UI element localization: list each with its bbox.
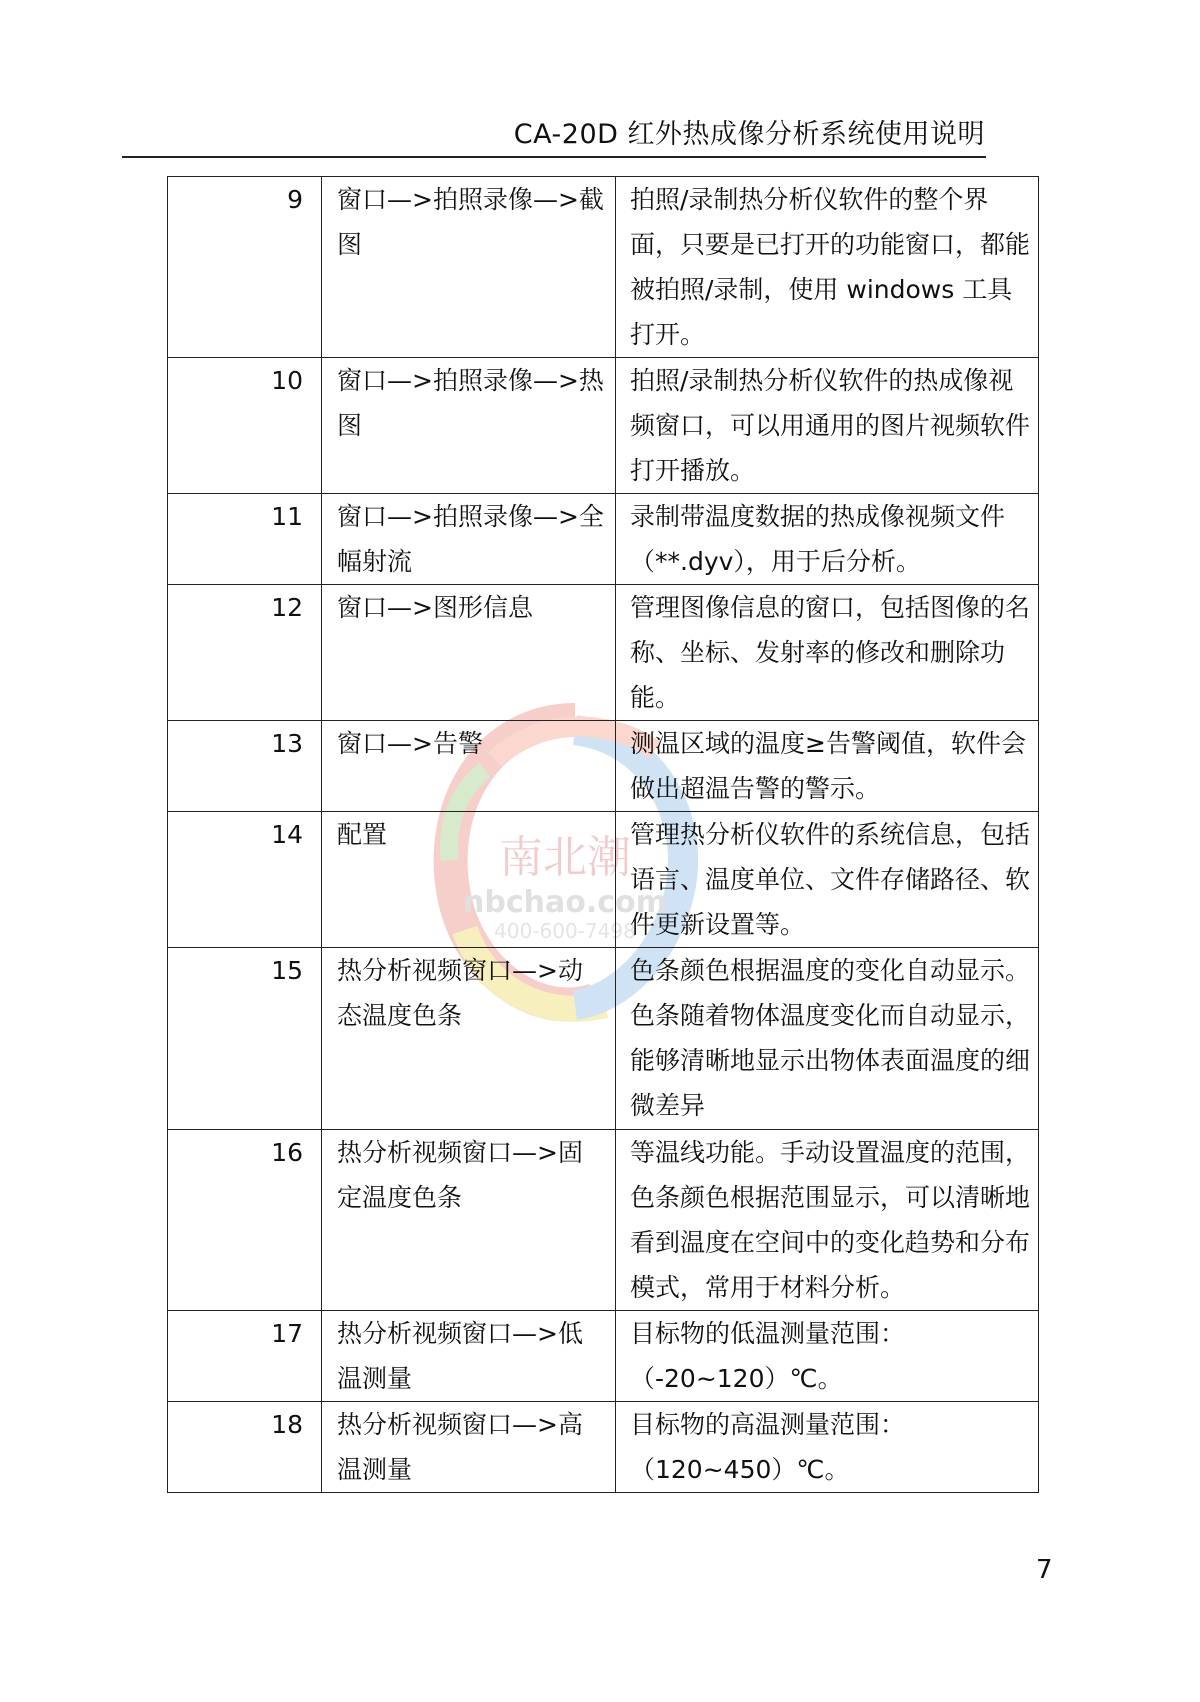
svg-text:400-600-7498: 400-600-7498 [494, 919, 636, 943]
table-row [168, 812, 1039, 948]
menu-path: 窗口—>拍照录像—>热图 [322, 358, 616, 494]
menu-path: 热分析视频窗口—>动态温度色条 [322, 948, 616, 1130]
row-description: 录制带温度数据的热成像视频文件（**.dyv），用于后分析。 [616, 494, 1039, 585]
menu-path: 窗口—>拍照录像—>截图 [322, 177, 616, 358]
row-number: 17 [168, 1311, 322, 1402]
row-number: 11 [168, 494, 322, 585]
menu-path: 窗口—>拍照录像—>全幅射流 [322, 494, 616, 585]
table-row [168, 177, 1039, 358]
row-description: 测温区域的温度≥告警阈值，软件会做出超温告警的警示。 [616, 721, 1039, 812]
table-row [168, 1130, 1039, 1311]
row-number: 15 [168, 948, 322, 1130]
row-description: 管理图像信息的窗口，包括图像的名称、坐标、发射率的修改和删除功能。 [616, 585, 1039, 721]
svg-text:南北潮: 南北潮 [499, 832, 631, 883]
menu-path: 窗口—>图形信息 [322, 585, 616, 721]
document-header-title: CA-20D 红外热成像分析系统使用说明 [513, 119, 985, 150]
row-description: 色条颜色根据温度的变化自动显示。色条随着物体温度变化而自动显示，能够清晰地显示出物体表面温度的细微差异 [616, 948, 1039, 1130]
menu-path: 热分析视频窗口—>固定温度色条 [322, 1130, 616, 1311]
row-number: 18 [168, 1402, 322, 1493]
row-number: 16 [168, 1130, 322, 1311]
row-number: 12 [168, 585, 322, 721]
row-number: 9 [168, 177, 322, 358]
table-row [168, 494, 1039, 585]
page-number: 7 [1036, 1555, 1053, 1585]
table-row [168, 948, 1039, 1130]
feature-table [167, 176, 1039, 1493]
table-row [168, 1311, 1039, 1402]
menu-path: 热分析视频窗口—>低温测量 [322, 1311, 616, 1402]
svg-text:nbchao.com: nbchao.com [463, 885, 667, 920]
menu-path: 窗口—>告警 [322, 721, 616, 812]
menu-path: 配置 [322, 812, 616, 948]
row-description: 管理热分析仪软件的系统信息，包括语言、温度单位、文件存储路径、软件更新设置等。 [616, 812, 1039, 948]
table-row [168, 358, 1039, 494]
table-row [168, 721, 1039, 812]
table-row [168, 1402, 1039, 1493]
row-description: 目标物的低温测量范围：（-20~120）℃。 [616, 1311, 1039, 1402]
row-description: 拍照/录制热分析仪软件的整个界面，只要是已打开的功能窗口，都能被拍照/录制，使用 windows 工具打开。 [616, 177, 1039, 358]
row-number: 14 [168, 812, 322, 948]
menu-path: 热分析视频窗口—>高温测量 [322, 1402, 616, 1493]
row-description: 等温线功能。手动设置温度的范围，色条颜色根据范围显示，可以清晰地看到温度在空间中的变化趋势和分布模式，常用于材料分析。 [616, 1130, 1039, 1311]
header-divider [122, 156, 986, 158]
row-description: 目标物的高温测量范围：（120~450）℃。 [616, 1402, 1039, 1493]
row-description: 拍照/录制热分析仪软件的热成像视频窗口，可以用通用的图片视频软件打开播放。 [616, 358, 1039, 494]
table-row [168, 585, 1039, 721]
row-number: 10 [168, 358, 322, 494]
row-number: 13 [168, 721, 322, 812]
